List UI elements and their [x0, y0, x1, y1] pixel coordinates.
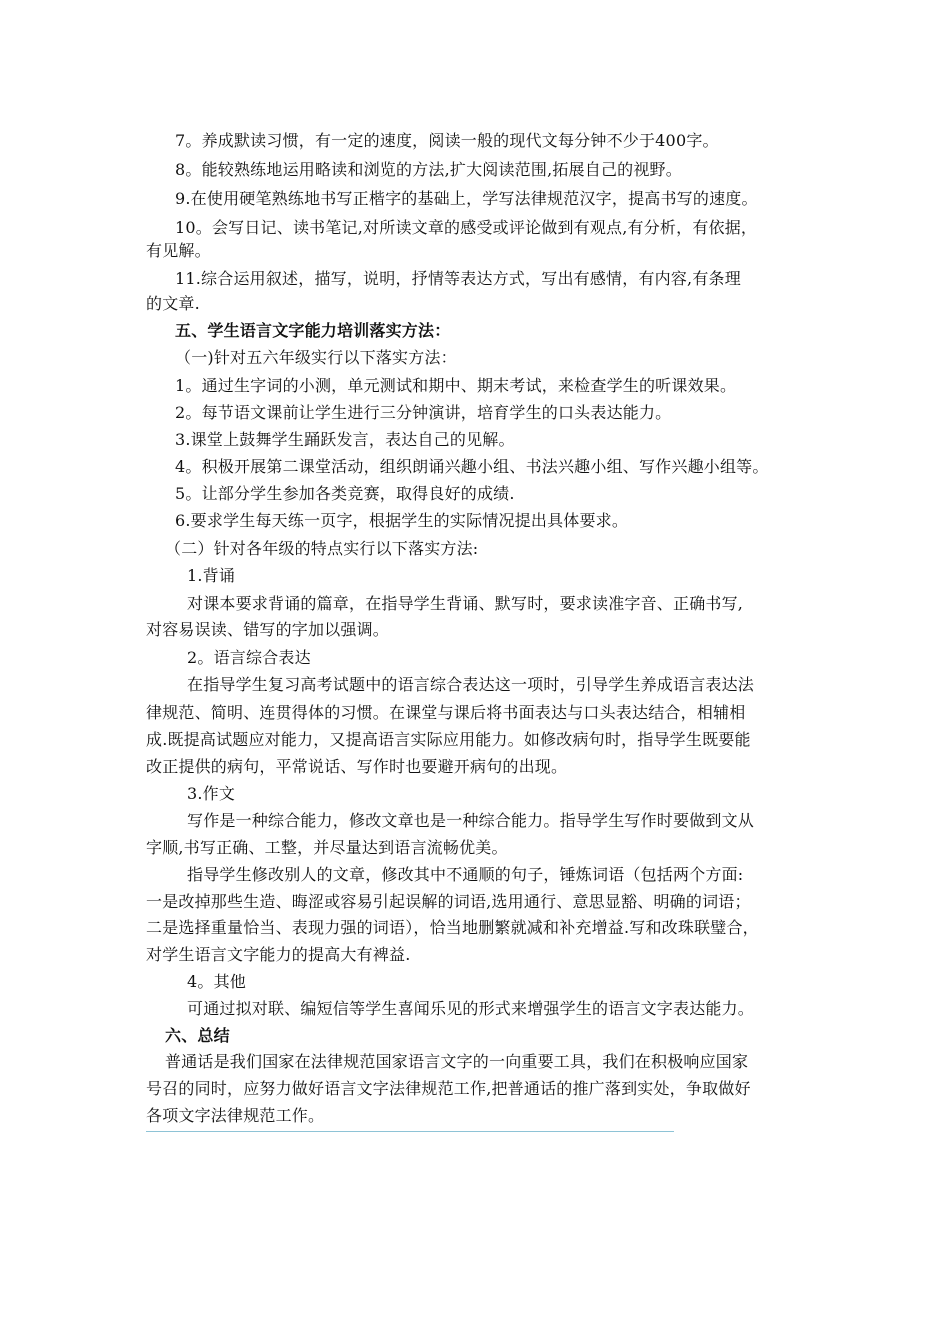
- text-line: 9.在使用硬笔熟练地书写正楷字的基础上，学写法律规范汉字，提高书写的速度。: [175, 189, 758, 208]
- text-line: 在指导学生复习高考试题中的语言综合表达这一项时，引导学生养成语言表达法: [187, 675, 755, 694]
- text-line: 可通过拟对联、编短信等学生喜闻乐见的形式来增强学生的语言文字表达能力。: [187, 999, 755, 1018]
- text-line: 字顺,书写正确、工整，并尽量达到语言流畅优美。: [146, 838, 508, 857]
- text-line: 各项文字法律规范工作。: [146, 1106, 325, 1125]
- text-line: 对学生语言文字能力的提高大有裨益.: [146, 945, 411, 964]
- text-line: 1。通过生字词的小测，单元测试和期中、期末考试，来检查学生的听课效果。: [175, 376, 737, 395]
- text-line: 2。语言综合表达: [187, 648, 311, 667]
- text-line: 10。会写日记、读书笔记,对所读文章的感受或评论做到有观点,有分析，有依据，: [175, 218, 758, 237]
- text-line: 指导学生修改别人的文章，修改其中不通顺的句子，锤炼词语（包括两个方面:: [187, 865, 744, 884]
- text-line: 的文章.: [146, 294, 200, 313]
- text-line: 3.作文: [187, 784, 236, 803]
- text-line: 二是选择重量恰当、表现力强的词语），恰当地删繁就减和补充增益.写和改珠联璧合，: [146, 918, 759, 937]
- text-line: （二）针对各年级的特点实行以下落实方法:: [165, 539, 479, 558]
- text-line: 4。其他: [187, 972, 246, 991]
- text-line: 2。每节语文课前让学生进行三分钟演讲，培育学生的口头表达能力。: [175, 403, 672, 422]
- text-line: 写作是一种综合能力，修改文章也是一种综合能力。指导学生写作时要做到文从: [187, 811, 755, 830]
- text-line: 成.既提高试题应对能力，又提高语言实际应用能力。如修改病句时，指导学生既要能: [146, 730, 751, 749]
- text-line: 号召的同时，应努力做好语言文字法律规范工作,把普通话的推广落到实处，争取做好: [146, 1079, 751, 1098]
- text-line: 普通话是我们国家在法律规范国家语言文字的一向重要工具，我们在积极响应国家: [165, 1052, 749, 1071]
- text-line: 4。积极开展第二课堂活动，组织朗诵兴趣小组、书法兴趣小组、写作兴趣小组等。: [175, 457, 769, 476]
- text-line: 对容易误读、错写的字加以强调。: [146, 620, 390, 639]
- text-line: 7。养成默读习惯，有一定的速度，阅读一般的现代文每分钟不少于400字。: [175, 131, 719, 150]
- text-line: 5。让部分学生参加各类竞赛，取得良好的成绩.: [175, 484, 515, 503]
- text-line: 对课本要求背诵的篇章，在指导学生背诵、默写时，要求读准字音、正确书写,: [187, 594, 744, 613]
- text-line: 有见解。: [146, 241, 211, 260]
- text-line: 11.综合运用叙述，描写，说明，抒情等表达方式，写出有感情，有内容,有条理: [175, 269, 741, 288]
- text-line: 8。能较熟练地运用略读和浏览的方法,扩大阅读范围,拓展自己的视野。: [175, 160, 682, 179]
- text-line: 一是改掉那些生造、晦涩或容易引起误解的词语,选用通行、意思显豁、明确的词语；: [146, 892, 751, 911]
- bottom-divider: [146, 1131, 674, 1132]
- text-line: 律规范、简明、连贯得体的习惯。在课堂与课后将书面表达与口头表达结合，相辅相: [146, 703, 746, 722]
- section-heading: 六、总结: [165, 1026, 230, 1045]
- text-line: 改正提供的病句，平常说话、写作时也要避开病句的出现。: [146, 757, 568, 776]
- text-line: 6.要求学生每天练一页字，根据学生的实际情况提出具体要求。: [175, 511, 629, 530]
- section-heading: 五、学生语言文字能力培训落实方法：: [175, 321, 451, 340]
- text-line: 1.背诵: [187, 566, 236, 585]
- text-line: 3.课堂上鼓舞学生踊跃发言，表达自己的见解。: [175, 430, 515, 449]
- text-line: （一)针对五六年级实行以下落实方法：: [175, 348, 457, 367]
